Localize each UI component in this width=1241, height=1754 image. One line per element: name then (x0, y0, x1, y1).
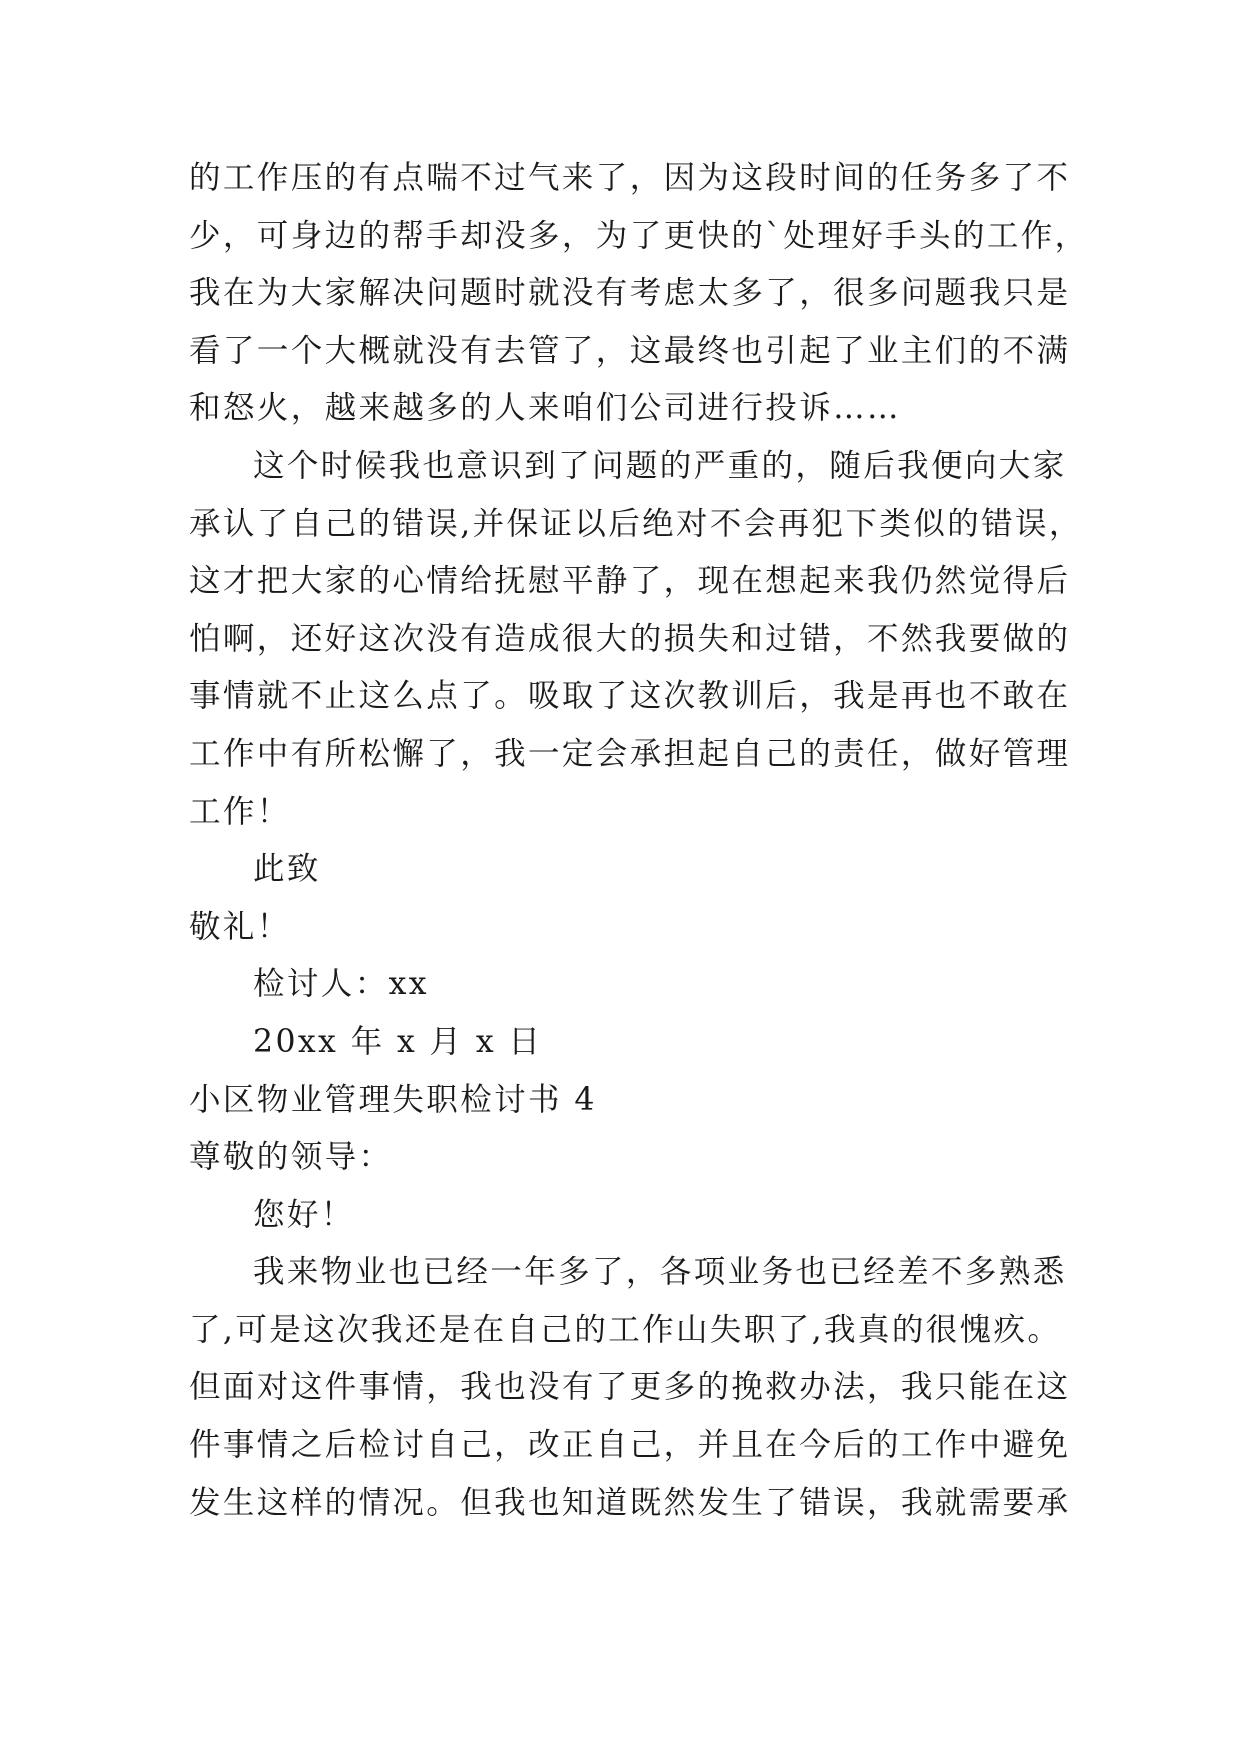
text-line: 承认了自己的错误,并保证以后绝对不会再犯下类似的错误， (189, 505, 1083, 542)
text-line: 看了一个大概就没有去管了，这最终也引起了业主们的不满 (189, 332, 1071, 369)
text-line: 发生这样的情况。但我也知道既然发生了错误，我就需要承 (189, 1484, 1071, 1521)
text-line: 怕啊，还好这次没有造成很大的损失和过错，不然我要做的 (189, 620, 1071, 657)
text-line: 敬礼！ (189, 908, 291, 945)
text-line: 这个时候我也意识到了问题的严重的，随后我便向大家 (253, 447, 1067, 484)
text-line: 尊敬的领导： (189, 1139, 393, 1176)
text-line: 我在为大家解决问题时就没有考虑太多了，很多问题我只是 (189, 275, 1071, 312)
text-line: 事情就不止这么点了。吸取了这次教训后，我是再也不敢在 (189, 678, 1071, 715)
text-line: 但面对这件事情，我也没有了更多的挽救办法，我只能在这 (189, 1369, 1071, 1406)
text-line: 您好！ (253, 1196, 355, 1233)
text-line: 20xx 年 x 月 x 日 (253, 1023, 543, 1060)
text-line: 这才把大家的心情给抚慰平静了，现在想起来我仍然觉得后 (189, 563, 1071, 600)
text-line: 小区物业管理失职检讨书 4 (189, 1081, 597, 1118)
text-line: 我来物业也已经一年多了，各项业务也已经差不多熟悉 (253, 1254, 1067, 1291)
text-line: 和怒火，越来越多的人来咱们公司进行投诉…… (189, 390, 901, 427)
document-body (189, 150, 1089, 1532)
text-line: 少，可身边的帮手却没多，为了更快的`处理好手头的工作， (189, 217, 1089, 254)
text-line: 工作中有所松懈了，我一定会承担起自己的责任，做好管理 (189, 735, 1071, 772)
text-line: 的工作压的有点喘不过气来了，因为这段时间的任务多了不 (189, 160, 1071, 196)
text-line: 工作！ (189, 793, 291, 830)
text-line: 件事情之后检讨自己，改正自己，并且在今后的工作中避免 (189, 1427, 1071, 1464)
text-line: 检讨人：xx (253, 966, 429, 1003)
text-line: 此致 (253, 851, 321, 888)
text-line: 了,可是这次我还是在自己的工作山失职了,我真的很愧疚。 (189, 1311, 1062, 1348)
